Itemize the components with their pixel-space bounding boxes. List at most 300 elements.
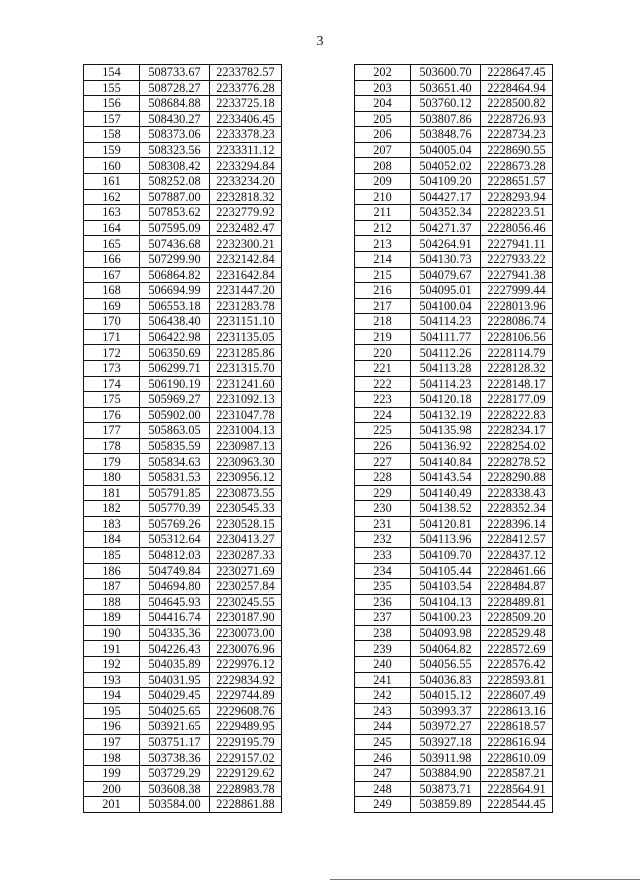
table-row <box>84 298 282 314</box>
point-number-cell: 168 <box>84 283 140 299</box>
y-coordinate-cell: 2231447.20 <box>210 283 282 299</box>
table-row <box>84 111 282 127</box>
point-number-cell: 183 <box>84 516 140 532</box>
x-coordinate-cell: 504271.37 <box>411 220 481 236</box>
y-coordinate-cell: 2228412.57 <box>481 532 553 548</box>
y-coordinate-cell: 2231285.86 <box>210 345 282 361</box>
table-row <box>84 641 282 657</box>
x-coordinate-cell: 504136.92 <box>411 438 481 454</box>
point-number-cell: 215 <box>355 267 411 283</box>
table-row <box>84 96 282 112</box>
x-coordinate-cell: 504104.13 <box>411 594 481 610</box>
table-row <box>84 127 282 143</box>
point-number-cell: 210 <box>355 189 411 205</box>
y-coordinate-cell: 2232482.47 <box>210 220 282 236</box>
footer-rule <box>330 879 640 880</box>
table-row <box>84 267 282 283</box>
table-row <box>355 719 553 735</box>
point-number-cell: 187 <box>84 579 140 595</box>
point-number-cell: 201 <box>84 797 140 813</box>
point-number-cell: 191 <box>84 641 140 657</box>
y-coordinate-cell: 2228500.82 <box>481 96 553 112</box>
y-coordinate-cell: 2229744.89 <box>210 688 282 704</box>
y-coordinate-cell: 2232818.32 <box>210 189 282 205</box>
table-row <box>84 547 282 563</box>
x-coordinate-cell: 505902.00 <box>140 407 210 423</box>
x-coordinate-cell: 505835.59 <box>140 438 210 454</box>
y-coordinate-cell: 2230257.84 <box>210 579 282 595</box>
x-coordinate-cell: 504109.20 <box>411 174 481 190</box>
x-coordinate-cell: 504132.19 <box>411 407 481 423</box>
table-row <box>84 205 282 221</box>
point-number-cell: 232 <box>355 532 411 548</box>
point-number-cell: 246 <box>355 750 411 766</box>
x-coordinate-cell: 504025.65 <box>140 703 210 719</box>
y-coordinate-cell: 2231004.13 <box>210 423 282 439</box>
x-coordinate-cell: 507436.68 <box>140 236 210 252</box>
y-coordinate-cell: 2228437.12 <box>481 547 553 563</box>
x-coordinate-cell: 503584.00 <box>140 797 210 813</box>
table-row <box>355 80 553 96</box>
x-coordinate-cell: 507853.62 <box>140 205 210 221</box>
y-coordinate-cell: 2228222.83 <box>481 407 553 423</box>
table-row <box>355 392 553 408</box>
y-coordinate-cell: 2230076.96 <box>210 641 282 657</box>
point-number-cell: 206 <box>355 127 411 143</box>
table-row <box>84 781 282 797</box>
coordinate-table-left <box>83 64 282 813</box>
point-number-cell: 174 <box>84 376 140 392</box>
x-coordinate-cell: 504114.23 <box>411 376 481 392</box>
table-row <box>84 407 282 423</box>
table-row <box>355 158 553 174</box>
point-number-cell: 242 <box>355 688 411 704</box>
y-coordinate-cell: 2229129.62 <box>210 766 282 782</box>
y-coordinate-cell: 2233782.57 <box>210 65 282 81</box>
table-row <box>84 376 282 392</box>
x-coordinate-cell: 504111.77 <box>411 329 481 345</box>
table-row <box>355 656 553 672</box>
x-coordinate-cell: 504112.26 <box>411 345 481 361</box>
point-number-cell: 211 <box>355 205 411 221</box>
point-number-cell: 202 <box>355 65 411 81</box>
table-row <box>84 392 282 408</box>
y-coordinate-cell: 2230073.00 <box>210 625 282 641</box>
point-number-cell: 218 <box>355 314 411 330</box>
table-row <box>355 142 553 158</box>
table-row <box>84 501 282 517</box>
y-coordinate-cell: 2228056.46 <box>481 220 553 236</box>
x-coordinate-cell: 504064.82 <box>411 641 481 657</box>
y-coordinate-cell: 2233234.20 <box>210 174 282 190</box>
table-row <box>84 672 282 688</box>
y-coordinate-cell: 2229976.12 <box>210 656 282 672</box>
y-coordinate-cell: 2228086.74 <box>481 314 553 330</box>
point-number-cell: 164 <box>84 220 140 236</box>
point-number-cell: 167 <box>84 267 140 283</box>
point-number-cell: 162 <box>84 189 140 205</box>
point-number-cell: 220 <box>355 345 411 361</box>
y-coordinate-cell: 2227933.22 <box>481 251 553 267</box>
point-number-cell: 214 <box>355 251 411 267</box>
point-number-cell: 245 <box>355 734 411 750</box>
point-number-cell: 199 <box>84 766 140 782</box>
y-coordinate-cell: 2228587.21 <box>481 766 553 782</box>
table-row <box>355 470 553 486</box>
x-coordinate-cell: 507299.90 <box>140 251 210 267</box>
table-row <box>355 750 553 766</box>
x-coordinate-cell: 506438.40 <box>140 314 210 330</box>
table-row <box>355 672 553 688</box>
point-number-cell: 231 <box>355 516 411 532</box>
x-coordinate-cell: 506864.82 <box>140 267 210 283</box>
y-coordinate-cell: 2228461.66 <box>481 563 553 579</box>
y-coordinate-cell: 2228618.57 <box>481 719 553 735</box>
point-number-cell: 225 <box>355 423 411 439</box>
y-coordinate-cell: 2229608.76 <box>210 703 282 719</box>
x-coordinate-cell: 508373.06 <box>140 127 210 143</box>
table-row <box>84 688 282 704</box>
y-coordinate-cell: 2230187.90 <box>210 610 282 626</box>
x-coordinate-cell: 504103.54 <box>411 579 481 595</box>
table-row <box>84 314 282 330</box>
y-coordinate-cell: 2228278.52 <box>481 454 553 470</box>
y-coordinate-cell: 2228106.56 <box>481 329 553 345</box>
point-number-cell: 185 <box>84 547 140 563</box>
x-coordinate-cell: 504113.96 <box>411 532 481 548</box>
y-coordinate-cell: 2233311.12 <box>210 142 282 158</box>
x-coordinate-cell: 503873.71 <box>411 781 481 797</box>
point-number-cell: 227 <box>355 454 411 470</box>
x-coordinate-cell: 505969.27 <box>140 392 210 408</box>
x-coordinate-cell: 505834.63 <box>140 454 210 470</box>
x-coordinate-cell: 504335.36 <box>140 625 210 641</box>
y-coordinate-cell: 2233725.18 <box>210 96 282 112</box>
table-row <box>355 298 553 314</box>
x-coordinate-cell: 508252.08 <box>140 174 210 190</box>
x-coordinate-cell: 504812.03 <box>140 547 210 563</box>
table-row <box>355 485 553 501</box>
table-row <box>355 283 553 299</box>
point-number-cell: 170 <box>84 314 140 330</box>
x-coordinate-cell: 504140.49 <box>411 485 481 501</box>
table-row <box>355 236 553 252</box>
y-coordinate-cell: 2231315.70 <box>210 360 282 376</box>
point-number-cell: 173 <box>84 360 140 376</box>
point-number-cell: 229 <box>355 485 411 501</box>
x-coordinate-cell: 503993.37 <box>411 703 481 719</box>
table-row <box>84 329 282 345</box>
x-coordinate-cell: 504416.74 <box>140 610 210 626</box>
point-number-cell: 178 <box>84 438 140 454</box>
table-row <box>355 220 553 236</box>
x-coordinate-cell: 504138.52 <box>411 501 481 517</box>
point-number-cell: 196 <box>84 719 140 735</box>
x-coordinate-cell: 504749.84 <box>140 563 210 579</box>
y-coordinate-cell: 2233776.28 <box>210 80 282 96</box>
point-number-cell: 204 <box>355 96 411 112</box>
point-number-cell: 165 <box>84 236 140 252</box>
x-coordinate-cell: 503738.36 <box>140 750 210 766</box>
x-coordinate-cell: 504005.04 <box>411 142 481 158</box>
table-row <box>355 781 553 797</box>
table-row <box>355 594 553 610</box>
table-row <box>84 563 282 579</box>
point-number-cell: 234 <box>355 563 411 579</box>
table-row <box>84 734 282 750</box>
x-coordinate-cell: 507887.00 <box>140 189 210 205</box>
y-coordinate-cell: 2230271.69 <box>210 563 282 579</box>
x-coordinate-cell: 504035.89 <box>140 656 210 672</box>
point-number-cell: 157 <box>84 111 140 127</box>
point-number-cell: 176 <box>84 407 140 423</box>
y-coordinate-cell: 2228613.16 <box>481 703 553 719</box>
table-row <box>355 641 553 657</box>
y-coordinate-cell: 2230963.30 <box>210 454 282 470</box>
x-coordinate-cell: 505770.39 <box>140 501 210 517</box>
x-coordinate-cell: 505831.53 <box>140 470 210 486</box>
point-number-cell: 235 <box>355 579 411 595</box>
table-row <box>355 267 553 283</box>
table-row <box>355 423 553 439</box>
table-row <box>355 407 553 423</box>
table-row <box>355 174 553 190</box>
x-coordinate-cell: 506190.19 <box>140 376 210 392</box>
table-row <box>355 610 553 626</box>
point-number-cell: 192 <box>84 656 140 672</box>
point-number-cell: 172 <box>84 345 140 361</box>
point-number-cell: 179 <box>84 454 140 470</box>
x-coordinate-cell: 504109.70 <box>411 547 481 563</box>
y-coordinate-cell: 2231151.10 <box>210 314 282 330</box>
point-number-cell: 219 <box>355 329 411 345</box>
table-row <box>355 563 553 579</box>
table-row <box>355 376 553 392</box>
table-row <box>84 174 282 190</box>
y-coordinate-cell: 2228290.88 <box>481 470 553 486</box>
y-coordinate-cell: 2231642.84 <box>210 267 282 283</box>
x-coordinate-cell: 503859.89 <box>411 797 481 813</box>
x-coordinate-cell: 503608.38 <box>140 781 210 797</box>
y-coordinate-cell: 2228484.87 <box>481 579 553 595</box>
table-row <box>355 329 553 345</box>
x-coordinate-cell: 508728.27 <box>140 80 210 96</box>
x-coordinate-cell: 505791.85 <box>140 485 210 501</box>
y-coordinate-cell: 2233378.23 <box>210 127 282 143</box>
x-coordinate-cell: 503651.40 <box>411 80 481 96</box>
y-coordinate-cell: 2228610.09 <box>481 750 553 766</box>
point-number-cell: 194 <box>84 688 140 704</box>
point-number-cell: 212 <box>355 220 411 236</box>
x-coordinate-cell: 503911.98 <box>411 750 481 766</box>
y-coordinate-cell: 2233406.45 <box>210 111 282 127</box>
y-coordinate-cell: 2228647.45 <box>481 65 553 81</box>
point-number-cell: 236 <box>355 594 411 610</box>
y-coordinate-cell: 2230287.33 <box>210 547 282 563</box>
point-number-cell: 198 <box>84 750 140 766</box>
x-coordinate-cell: 504143.54 <box>411 470 481 486</box>
y-coordinate-cell: 2230956.12 <box>210 470 282 486</box>
y-coordinate-cell: 2228148.17 <box>481 376 553 392</box>
point-number-cell: 197 <box>84 734 140 750</box>
point-number-cell: 205 <box>355 111 411 127</box>
y-coordinate-cell: 2228013.96 <box>481 298 553 314</box>
page-number: 3 <box>316 34 324 49</box>
x-coordinate-cell: 508308.42 <box>140 158 210 174</box>
y-coordinate-cell: 2228352.34 <box>481 501 553 517</box>
point-number-cell: 169 <box>84 298 140 314</box>
y-coordinate-cell: 2231135.05 <box>210 329 282 345</box>
table-row <box>84 532 282 548</box>
point-number-cell: 243 <box>355 703 411 719</box>
table-row <box>355 360 553 376</box>
y-coordinate-cell: 2228234.17 <box>481 423 553 439</box>
point-number-cell: 195 <box>84 703 140 719</box>
x-coordinate-cell: 503760.12 <box>411 96 481 112</box>
table-row <box>84 719 282 735</box>
point-number-cell: 189 <box>84 610 140 626</box>
y-coordinate-cell: 2229195.79 <box>210 734 282 750</box>
y-coordinate-cell: 2228338.43 <box>481 485 553 501</box>
y-coordinate-cell: 2231283.78 <box>210 298 282 314</box>
y-coordinate-cell: 2233294.84 <box>210 158 282 174</box>
x-coordinate-cell: 504100.04 <box>411 298 481 314</box>
table-row <box>84 345 282 361</box>
x-coordinate-cell: 506422.98 <box>140 329 210 345</box>
table-row <box>84 251 282 267</box>
x-coordinate-cell: 504135.98 <box>411 423 481 439</box>
table-row <box>84 283 282 299</box>
x-coordinate-cell: 504015.12 <box>411 688 481 704</box>
point-number-cell: 247 <box>355 766 411 782</box>
table-row <box>355 688 553 704</box>
y-coordinate-cell: 2231047.78 <box>210 407 282 423</box>
x-coordinate-cell: 504052.02 <box>411 158 481 174</box>
y-coordinate-cell: 2232300.21 <box>210 236 282 252</box>
point-number-cell: 181 <box>84 485 140 501</box>
x-coordinate-cell: 504140.84 <box>411 454 481 470</box>
table-row <box>84 360 282 376</box>
table-row <box>84 516 282 532</box>
y-coordinate-cell: 2228128.32 <box>481 360 553 376</box>
y-coordinate-cell: 2228464.94 <box>481 80 553 96</box>
table-row <box>355 345 553 361</box>
table-row <box>355 454 553 470</box>
x-coordinate-cell: 503600.70 <box>411 65 481 81</box>
y-coordinate-cell: 2228607.49 <box>481 688 553 704</box>
x-coordinate-cell: 507595.09 <box>140 220 210 236</box>
y-coordinate-cell: 2230245.55 <box>210 594 282 610</box>
point-number-cell: 213 <box>355 236 411 252</box>
table-row <box>355 703 553 719</box>
x-coordinate-cell: 505863.05 <box>140 423 210 439</box>
x-coordinate-cell: 504093.98 <box>411 625 481 641</box>
table-row <box>355 501 553 517</box>
y-coordinate-cell: 2230873.55 <box>210 485 282 501</box>
point-number-cell: 228 <box>355 470 411 486</box>
point-number-cell: 156 <box>84 96 140 112</box>
table-row <box>355 111 553 127</box>
y-coordinate-cell: 2228396.14 <box>481 516 553 532</box>
point-number-cell: 166 <box>84 251 140 267</box>
y-coordinate-cell: 2228544.45 <box>481 797 553 813</box>
table-row <box>84 766 282 782</box>
table-row <box>84 438 282 454</box>
table-row <box>84 158 282 174</box>
table-row <box>355 65 553 81</box>
table-row <box>84 80 282 96</box>
y-coordinate-cell: 2228983.78 <box>210 781 282 797</box>
y-coordinate-cell: 2228616.94 <box>481 734 553 750</box>
y-coordinate-cell: 2228651.57 <box>481 174 553 190</box>
point-number-cell: 223 <box>355 392 411 408</box>
table-row <box>355 205 553 221</box>
y-coordinate-cell: 2227941.38 <box>481 267 553 283</box>
table-row <box>355 516 553 532</box>
x-coordinate-cell: 504114.23 <box>411 314 481 330</box>
x-coordinate-cell: 506553.18 <box>140 298 210 314</box>
table-row <box>355 189 553 205</box>
table-row <box>84 470 282 486</box>
y-coordinate-cell: 2228564.91 <box>481 781 553 797</box>
x-coordinate-cell: 506694.99 <box>140 283 210 299</box>
table-row <box>355 127 553 143</box>
point-number-cell: 184 <box>84 532 140 548</box>
point-number-cell: 222 <box>355 376 411 392</box>
table-row <box>84 656 282 672</box>
table-row <box>355 734 553 750</box>
table-row <box>355 766 553 782</box>
point-number-cell: 160 <box>84 158 140 174</box>
x-coordinate-cell: 503729.29 <box>140 766 210 782</box>
y-coordinate-cell: 2228726.93 <box>481 111 553 127</box>
x-coordinate-cell: 504100.23 <box>411 610 481 626</box>
point-number-cell: 238 <box>355 625 411 641</box>
coordinate-table-right <box>354 64 553 813</box>
x-coordinate-cell: 506350.69 <box>140 345 210 361</box>
x-coordinate-cell: 503921.65 <box>140 719 210 735</box>
point-number-cell: 249 <box>355 797 411 813</box>
table-row <box>355 532 553 548</box>
point-number-cell: 216 <box>355 283 411 299</box>
x-coordinate-cell: 504095.01 <box>411 283 481 299</box>
table-row <box>84 65 282 81</box>
table-row <box>84 750 282 766</box>
table-row <box>355 547 553 563</box>
point-number-cell: 180 <box>84 470 140 486</box>
x-coordinate-cell: 504036.83 <box>411 672 481 688</box>
x-coordinate-cell: 504226.43 <box>140 641 210 657</box>
table-row <box>355 797 553 813</box>
table-row <box>84 142 282 158</box>
y-coordinate-cell: 2230545.33 <box>210 501 282 517</box>
point-number-cell: 237 <box>355 610 411 626</box>
y-coordinate-cell: 2228572.69 <box>481 641 553 657</box>
point-number-cell: 186 <box>84 563 140 579</box>
table-row <box>84 236 282 252</box>
point-number-cell: 175 <box>84 392 140 408</box>
point-number-cell: 244 <box>355 719 411 735</box>
point-number-cell: 163 <box>84 205 140 221</box>
point-number-cell: 190 <box>84 625 140 641</box>
x-coordinate-cell: 503927.18 <box>411 734 481 750</box>
point-number-cell: 161 <box>84 174 140 190</box>
y-coordinate-cell: 2228529.48 <box>481 625 553 641</box>
point-number-cell: 182 <box>84 501 140 517</box>
y-coordinate-cell: 2228576.42 <box>481 656 553 672</box>
point-number-cell: 171 <box>84 329 140 345</box>
y-coordinate-cell: 2228734.23 <box>481 127 553 143</box>
